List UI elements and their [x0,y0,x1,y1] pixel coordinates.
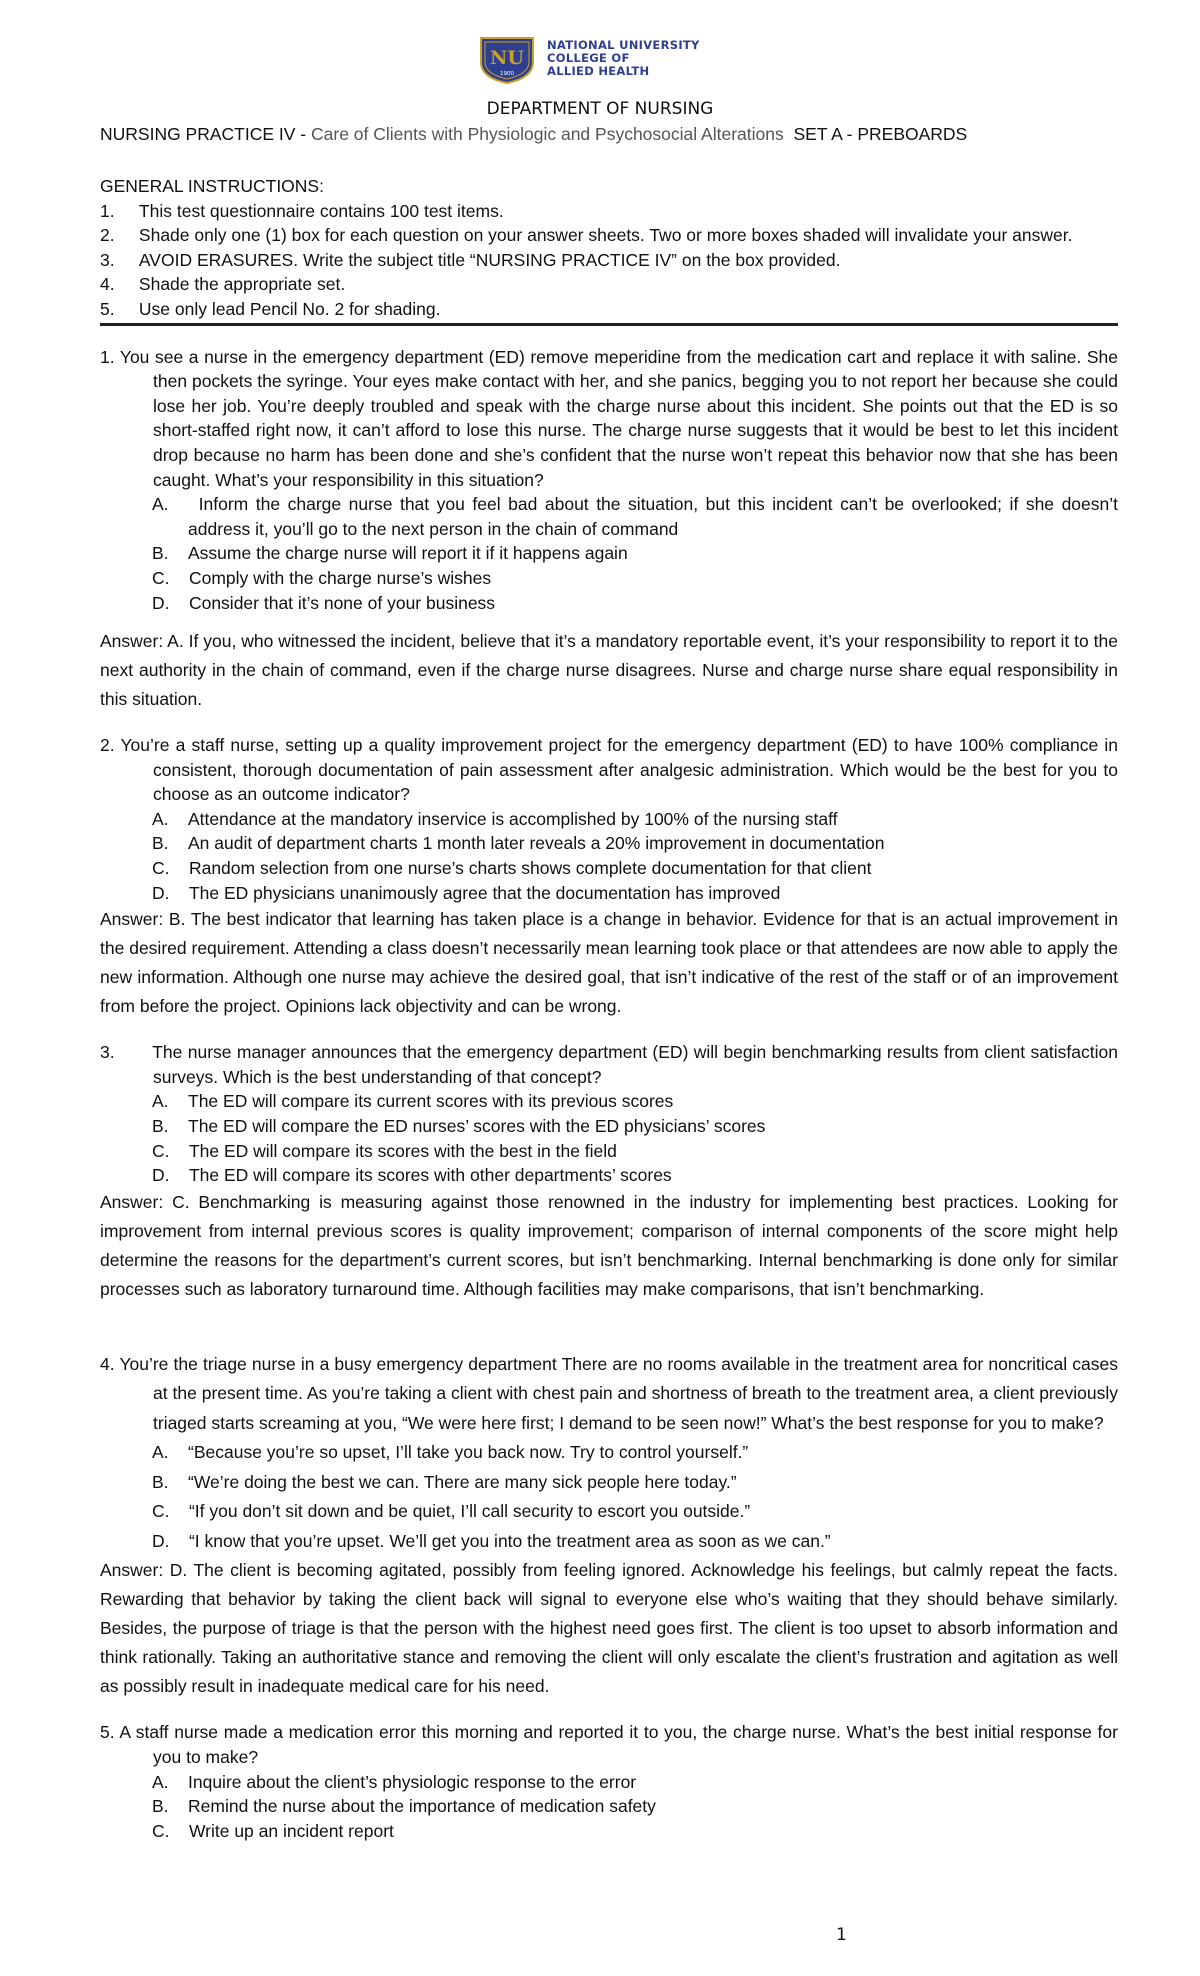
instruction-item: 5. Use only lead Pencil No. 2 for shading. [100,298,441,319]
university-seal-icon [475,32,539,84]
answer-explanation: Answer: C. Benchmarking is measuring against those renowned in the industry for implementing best practices. Looking for improvement from internal previous scores is quality improvement; comparison of internal components of the score might help determine the reasons for the department’s current scores, but isn’t benchmarking. Internal benchmarking is done only for similar processes such as laboratory turnaround time. Although facilities may make comparisons, that isn’t benchmarking. [100,1191,1118,1299]
logo-text [547,39,700,78]
option: B. The ED will compare the ED nurses’ scores with the ED physicians’ scores [152,1116,766,1137]
option: A. Inform the charge nurse that you feel bad about the situation, but this incident can’t be overlooked; if she doesn’t address it, you’ll go to the next person in the chain of command [152,494,1118,539]
logo-line: ALLIED HEALTH [547,64,650,78]
option: B. “We’re doing the best we can. There are many sick people here today.” [152,1471,737,1492]
option: D. The ED will compare its scores with other departments’ scores [152,1165,672,1186]
subject-set: SET A - PREBOARDS [793,124,968,144]
option: A. Attendance at the mandatory inservice is accomplished by 100% of the nursing staff [152,808,838,829]
logo-monogram: NU [490,47,524,69]
subject-title: Care of Clients with Physiologic and Psychosocial Alterations [311,124,784,144]
options-list [100,807,1118,905]
question-1 [100,345,1118,715]
option: D. The ED physicians unanimously agree that the documentation has improved [152,882,781,903]
instructions-list [100,199,1118,326]
answer-explanation: Answer: A. If you, who witnessed the incident, believe that it’s a mandatory reportable event, it’s your responsibility to report it to the next authority in the chain of command, even if the charge nurse disagrees. Nurse and charge nurse share equal responsibility in this situation. [100,631,1118,710]
question-stem: 2. You’re a staff nurse, setting up a quality improvement project for the emergency department (ED) to have 100% compliance in consistent, thorough documentation of pain assessment after analgesic administration. Which would be the best for you to choose as an outcome indicator? [100,735,1119,805]
option: C. Random selection from one nurse’s charts shows complete documentation for that client [152,858,872,879]
option: B. An audit of department charts 1 month later reveals a 20% improvement in documentation [152,833,885,854]
option: D. Consider that it’s none of your business [152,592,496,613]
question-5 [100,1720,1118,1843]
logo-year: 1900 [500,71,514,77]
option: C. Write up an incident report [152,1820,394,1841]
option: B. Remind the nurse about the importance of medication safety [152,1796,656,1817]
option: A. “Because you’re so upset, I’ll take you back now. Try to control yourself.” [152,1442,749,1463]
options-list [100,492,1118,615]
option: C. The ED will compare its scores with the best in the field [152,1140,617,1161]
logo-line: COLLEGE OF [547,51,630,65]
instruction-item: 4. Shade the appropriate set. [100,274,346,295]
instruction-item: 1. This test questionnaire contains 100 test items. [100,200,504,221]
answer-explanation: Answer: D. The client is becoming agitated, possibly from feeling ignored. Acknowledge his feelings, but calmly repeat the facts. Rewarding that behavior by taking the client back will signal to everyone else who’s waiting that they should behave similarly. Besides, the purpose of triage is that the person with the highest need goes first. The client is too upset to absorb information and think rationally. Taking an authoritative stance and removing the client will only escalate the client’s frustration and agitation as well as possibly result in inadequate medical care for his need. [100,1560,1118,1697]
department-title: DEPARTMENT OF NURSING [486,99,714,119]
question-stem: 4. You’re the triage nurse in a busy emergency department There are no rooms available in the treatment area for noncritical cases at the present time. As you’re taking a client with chest pain and shortness of breath to the treatment area, a client previously triaged starts screaming at you, “We were here first; I demand to be seen now!” What’s the best response for you to make? [100,1353,1119,1433]
question-stem: 1. You see a nurse in the emergency department (ED) remove meperidine from the medication cart and replace it with saline. She then pockets the syringe. Your eyes make contact with her, and she panics, begging you to not report her because she could lose her job. You’re deeply troubled and speak with the charge nurse about this incident. She points out that the ED is so short-staffed right now, it can’t afford to lose this nurse. The charge nurse suggests that it would be best to let this incident drop because no harm has been done and she’s confident that the nurse won’t repeat this behavior now that she has been caught. What’s your responsibility in this situation? [100,346,1118,490]
option: A. The ED will compare its current scores with its previous scores [152,1091,674,1112]
question-stem: 3. The nurse manager announces that the emergency department (ED) will begin benchmarking results from client satisfaction surveys. Which is the best understanding of that concept? [100,1042,1118,1087]
option: B. Assume the charge nurse will report it if it happens again [152,543,628,564]
document-content [100,174,1118,1843]
instruction-item: 2. Shade only one (1) box for each question on your answer sheets. Two or more boxes shaded will invalidate your answer. [100,225,1073,246]
page-number: 1 [836,1925,847,1945]
logo-line: NATIONAL UNIVERSITY [547,38,700,52]
option: A. Inquire about the client’s physiologic response to the error [152,1771,637,1792]
question-2 [100,733,1118,1021]
option: C. Comply with the charge nurse’s wishes [152,567,492,588]
question-4 [100,1350,1118,1702]
university-logo [475,32,745,84]
option: D. “I know that you’re upset. We’ll get you into the treatment area as soon as we can.” [152,1530,831,1551]
options-list [100,1770,1118,1844]
options-list [100,1089,1118,1187]
question-3 [100,1040,1118,1304]
answer-explanation: Answer: B. The best indicator that learning has taken place is a change in behavior. Evidence for that is an actual improvement in the desired requirement. Attending a class doesn’t necessarily mean learning took place or that attendees are now able to apply the new information. Although one nurse may achieve the desired goal, that isn’t indicative of the rest of the staff or of an improvement from before the project. Opinions lack objectivity and can be wrong. [100,909,1118,1017]
instruction-item: 3. AVOID ERASURES. Write the subject title “NURSING PRACTICE IV” on the box provided. [100,249,841,270]
subject-line [100,124,967,145]
option: C. “If you don’t sit down and be quiet, I’ll call security to escort you outside.” [152,1501,751,1522]
subject-prefix: NURSING PRACTICE IV - [100,124,311,144]
instructions-title: GENERAL INSTRUCTIONS: [100,176,324,196]
question-stem: 5. A staff nurse made a medication error this morning and reported it to you, the charge nurse. What’s the best initial response for you to make? [100,1722,1118,1767]
options-list [100,1438,1118,1556]
